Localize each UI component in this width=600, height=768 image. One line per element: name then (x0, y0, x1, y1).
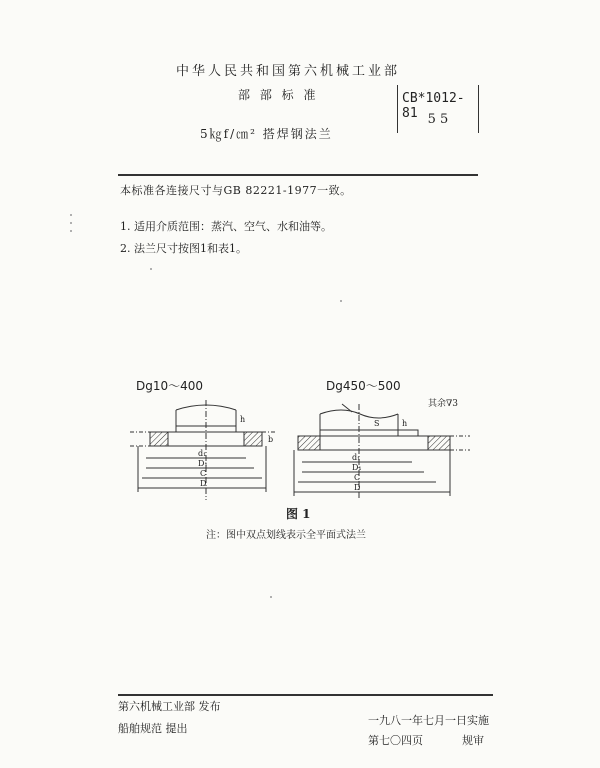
dim-label: C (354, 473, 361, 482)
dim-label: D (354, 483, 361, 492)
implementation-date: 一九八一年七月一日实施 (368, 714, 489, 727)
scan-speck (70, 230, 72, 232)
standard-number: 5 5 (427, 112, 449, 127)
page-mark: 规审 (462, 734, 484, 747)
dim-label: C (200, 469, 207, 478)
figure-note: 注：图中双点划线表示全平面式法兰 (206, 530, 366, 541)
scan-speck (70, 222, 72, 224)
bottom-rule (118, 694, 493, 696)
figure-label-left: Dg10～400 (136, 379, 204, 393)
right-weld-lip (320, 430, 418, 436)
proposer: 船舶规范 提出 (118, 722, 188, 735)
right-hatch (298, 436, 320, 450)
dim-label: d₁ (198, 449, 207, 458)
dim-label: d₁ (352, 453, 361, 462)
list-item: 1. 适用介质范围：蒸汽、空气、水和油等。 (120, 220, 332, 233)
left-hatch (244, 432, 262, 446)
intro-text: 本标准各连接尺寸与GB 82221-1977一致。 (120, 184, 352, 197)
issuer: 第六机械工业部 发布 (118, 700, 221, 713)
figure-caption: 图 1 (286, 507, 311, 521)
roughness-label: 其余∇3 (428, 399, 459, 409)
figure-label-right: Dg450～500 (326, 379, 401, 393)
page-number: 第七〇四页 (368, 734, 423, 747)
dim-label: b (268, 435, 274, 444)
dim-label: D₁ (198, 459, 208, 468)
dim-label: h (402, 419, 408, 428)
right-flange-body (298, 436, 450, 450)
standard-type: 部 部 标 准 (238, 88, 319, 102)
list-item: 2. 法兰尺寸按图1和表1。 (120, 242, 247, 255)
scan-speck (70, 214, 72, 216)
dim-label: h (240, 415, 246, 424)
right-hatch (428, 436, 450, 450)
scan-speck (150, 268, 152, 270)
standard-code: CB*1012-81 (402, 91, 465, 121)
left-hatch (150, 432, 168, 446)
scan-speck (340, 300, 342, 302)
dim-label: D (200, 479, 207, 488)
scan-speck (270, 596, 272, 598)
dim-label: S (374, 419, 380, 428)
dim-label: D₁ (352, 463, 362, 472)
document-title: 5㎏f/㎝² 搭焊钢法兰 (200, 127, 333, 141)
ministry-heading: 中华人民共和国第六机械工业部 (176, 64, 401, 79)
